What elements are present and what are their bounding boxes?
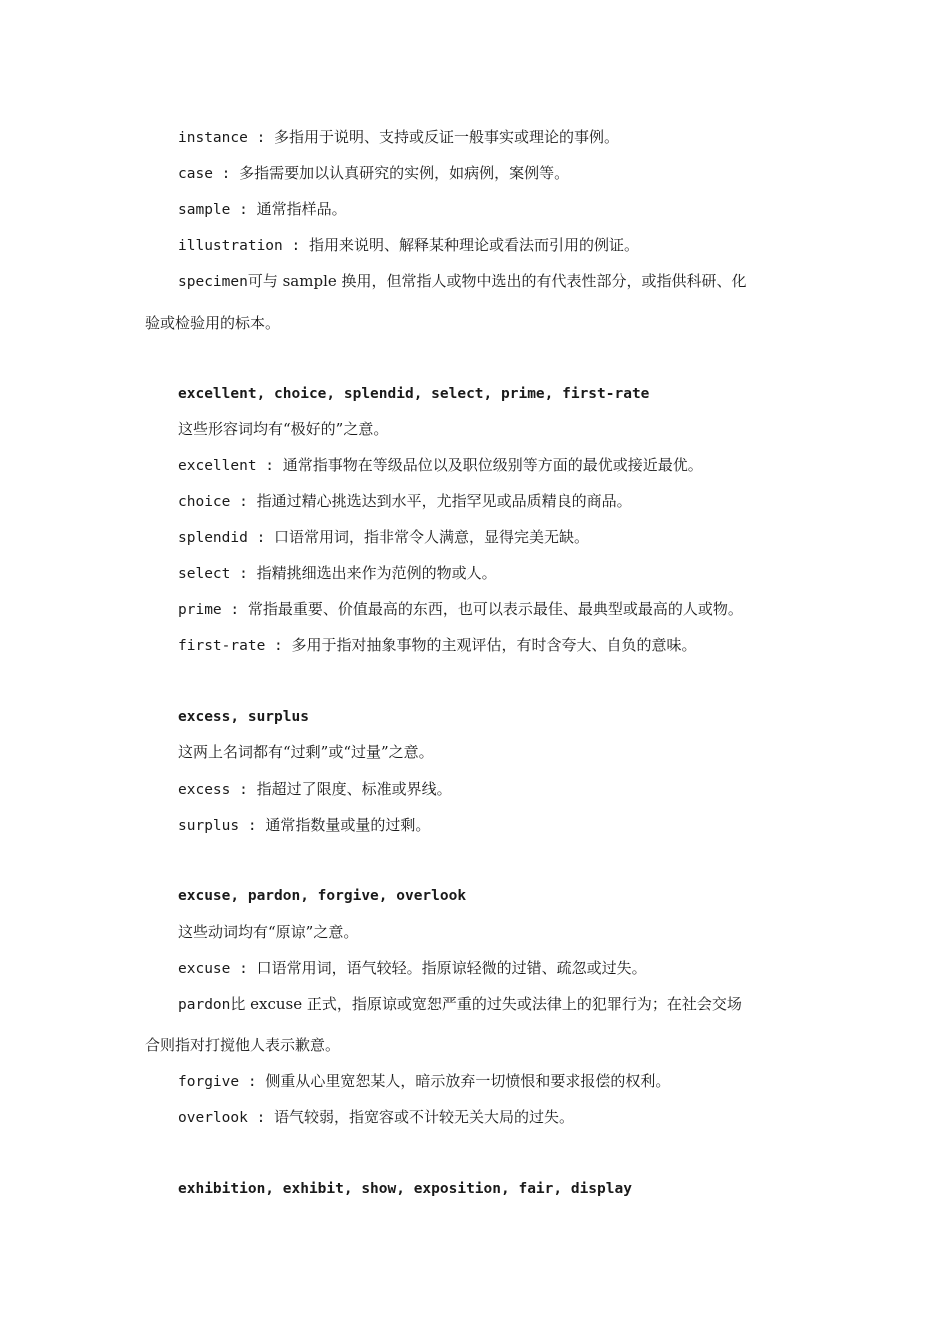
entry-prime: [178, 599, 743, 620]
entry-choice: [178, 491, 632, 512]
entry-definition: 这两上名词都有“过剩”或“过量”之意。: [178, 743, 434, 761]
entry-excuse: [178, 958, 647, 979]
entry-surplus: [178, 815, 430, 836]
entry-separator: :: [230, 202, 257, 218]
entry-term: pardon: [178, 997, 231, 1013]
entry-definition: 这些形容词均有“极好的”之意。: [178, 420, 389, 438]
section-intro: [178, 419, 388, 439]
entry-definition: 常指最重要、价值最高的东西，也可以表示最佳、最典型或最高的人或物。: [247, 600, 743, 618]
section-intro: [178, 742, 434, 762]
entry-definition: 通常指事物在等级品位以及职位级别等方面的最优或接近最优。: [282, 456, 703, 474]
entry-term: splendid: [178, 530, 248, 546]
section-heading-excellent: excellent, choice, splendid, select, prime, first-rate: [178, 386, 650, 402]
entry-term: overlook: [178, 1110, 248, 1126]
entry-separator: :: [247, 1110, 275, 1126]
entry-pardon-continued: [145, 1035, 340, 1055]
entry-definition: 这些动词均有“原谅”之意。: [178, 923, 359, 941]
entry-term: case: [178, 166, 213, 182]
entry-specimen-continued: [145, 313, 280, 333]
section-heading-exhibition: exhibition, exhibit, show, exposition, fair, display: [178, 1181, 632, 1197]
entry-case: [178, 163, 569, 184]
entry-separator: :: [230, 782, 257, 798]
entry-definition: 多指用于说明、支持或反证一般事实或理论的事例。: [274, 128, 620, 146]
entry-definition: 口语常用词，语气较轻。指原谅轻微的过错、疏忽或过失。: [256, 959, 647, 977]
entry-separator: :: [239, 818, 266, 834]
entry-separator: :: [247, 530, 275, 546]
section-heading-excess: excess, surplus: [178, 709, 309, 725]
entry-term: prime: [178, 602, 222, 618]
entry-separator: :: [230, 494, 257, 510]
entry-instance: [178, 127, 619, 148]
entry-separator: :: [221, 602, 248, 618]
section-intro: [178, 922, 358, 942]
entry-definition: 合则指对打搅他人表示歉意。: [145, 1036, 341, 1054]
entry-definition: 通常指数量或量的过剩。: [265, 816, 431, 834]
entry-term: first-rate: [178, 638, 266, 654]
entry-definition: 指精挑细选出来作为范例的物或人。: [256, 564, 497, 582]
entry-definition: 多用于指对抽象事物的主观评估，有时含夸大、自负的意味。: [291, 636, 697, 654]
entry-definition: 验或检验用的标本。: [145, 314, 281, 332]
entry-separator: :: [256, 458, 283, 474]
entry-excess: [178, 779, 452, 800]
entry-sample: [178, 199, 347, 220]
section-heading-excuse: excuse, pardon, forgive, overlook: [178, 888, 467, 904]
entry-splendid: [178, 527, 589, 548]
entry-term: excuse: [178, 961, 231, 977]
entry-term: select: [178, 566, 231, 582]
entry-separator: :: [212, 166, 240, 182]
entry-pardon: [178, 994, 742, 1015]
entry-definition: 多指需要加以认真研究的实例，如病例，案例等。: [239, 164, 570, 182]
entry-term: instance: [178, 130, 248, 146]
entry-select: [178, 563, 497, 584]
entry-definition: 语气较弱，指宽容或不计较无关大局的过失。: [274, 1108, 575, 1126]
entry-definition: 通常指样品。: [256, 200, 347, 218]
entry-term: forgive: [178, 1074, 240, 1090]
entry-term: sample: [178, 202, 231, 218]
entry-definition: 比 excuse 正式，指原谅或宽恕严重的过失或法律上的犯罪行为；在社会交场: [230, 995, 742, 1013]
entry-illustration: [178, 235, 639, 256]
entry-term: illustration: [178, 238, 283, 254]
entry-definition: 口语常用词，指非常令人满意，显得完美无缺。: [274, 528, 590, 546]
entry-separator: :: [230, 566, 257, 582]
entry-separator: :: [230, 961, 257, 977]
entry-term: surplus: [178, 818, 240, 834]
entry-separator: :: [247, 130, 275, 146]
entry-forgive: [178, 1071, 670, 1092]
entry-separator: :: [239, 1074, 266, 1090]
entry-definition: 指超过了限度、标准或界线。: [256, 780, 452, 798]
entry-definition: 侧重从心里宽恕某人，暗示放弃一切愤恨和要求报偿的权利。: [265, 1072, 671, 1090]
entry-term: excellent: [178, 458, 257, 474]
entry-separator: :: [282, 238, 309, 254]
entry-excellent: [178, 455, 703, 476]
entry-separator: :: [265, 638, 292, 654]
entry-definition: 可与 sample 换用，但常指人或物中选出的有代表性部分，或指供科研、化: [247, 272, 747, 290]
entry-term: excess: [178, 782, 231, 798]
entry-term: choice: [178, 494, 231, 510]
entry-definition: 指通过精心挑选达到水平，尤指罕见或品质精良的商品。: [256, 492, 632, 510]
entry-specimen: [178, 271, 747, 292]
entry-definition: 指用来说明、解释某种理论或看法而引用的例证。: [308, 236, 639, 254]
entry-overlook: [178, 1107, 574, 1128]
entry-term: specimen: [178, 274, 248, 290]
entry-first-rate: [178, 635, 697, 656]
